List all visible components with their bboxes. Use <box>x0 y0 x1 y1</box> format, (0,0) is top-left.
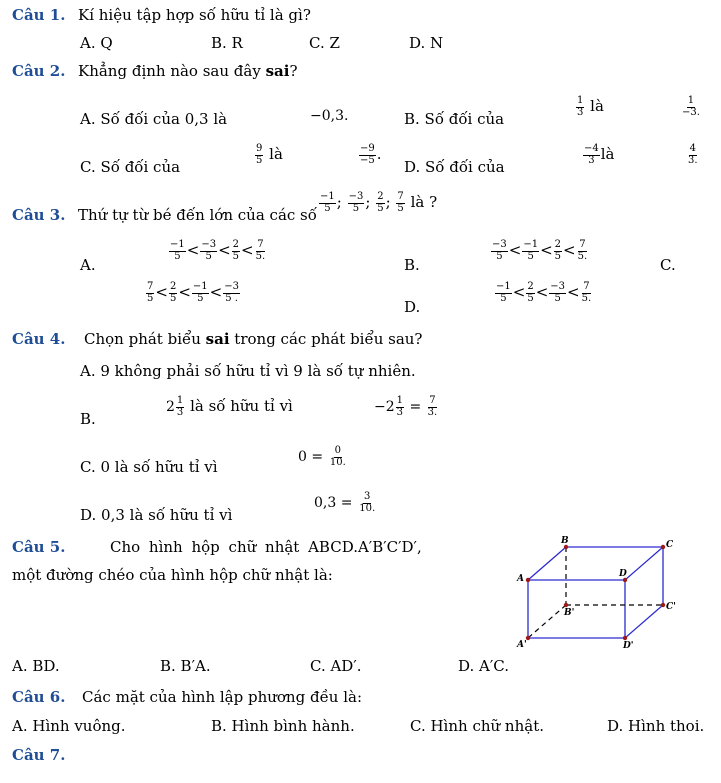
q4-option-d-equation: 0,3 = $\frac{3}{10.}$ <box>314 491 376 514</box>
q3-option-b-label: B. <box>404 256 420 274</box>
q5-label: Câu 5. <box>12 538 66 556</box>
vertex-Dp-label: D' <box>623 641 634 650</box>
q4-option-c-equation: 0 = $\frac{0}{10.}$ <box>298 445 346 468</box>
q4-label: Câu 4. <box>12 330 66 348</box>
q5-option-c: C. AD′. <box>310 657 362 675</box>
q2-option-a-value: −0,3. <box>310 108 349 124</box>
q4-option-b-mixed: 2 $\frac{1}{3}$ là số hữu tỉ vì <box>166 395 293 418</box>
q5-option-a: A. BD. <box>12 657 60 675</box>
q5-option-b: B. B′A. <box>160 657 211 675</box>
rectangular-box-figure <box>508 535 688 650</box>
q6-option-d: D. Hình thoi. <box>607 717 705 735</box>
q3-option-d-label: D. <box>404 298 421 316</box>
q5-option-d: D. A′C. <box>458 657 509 675</box>
q4-option-b-label: B. <box>80 410 96 428</box>
q2-option-d: D. Số đối của <box>404 158 505 176</box>
q4-option-d: D. 0,3 là số hữu tỉ vì <box>80 506 233 524</box>
vertex-Bp-label: B' <box>564 608 575 618</box>
q2-option-c: C. Số đối của <box>80 158 181 176</box>
q3-option-a-label: A. <box>80 256 96 274</box>
q2-option-c-answer: $\frac{-9}{-5}$ . <box>360 143 382 166</box>
q1-text: Kí hiệu tập hợp số hữu tỉ là gì? <box>78 6 311 24</box>
q3-option-c-expr: $\frac{7}{5}$ < $\frac{2}{5}$ < $\frac{-1}{5}$ < $\frac{-3}{5 .}$ <box>147 281 239 304</box>
q4-option-c: C. 0 là số hữu tỉ vì <box>80 458 218 476</box>
q1-option-a: A. Q <box>80 34 113 52</box>
q3-numbers: $\frac{-1}{5}$ ; $\frac{-3}{5}$ ; $\frac{2}{5}$ ; $\frac{7}{5}$ là ? <box>320 191 438 214</box>
q4-text: Chọn phát biểu sai trong các phát biểu sau? <box>84 330 423 348</box>
q2-label: Câu 2. <box>12 62 66 80</box>
q3-label: Câu 3. <box>12 206 66 224</box>
q6-option-a: A. Hình vuông. <box>12 717 126 735</box>
q3-option-a-expr: $\frac{-1}{5}$ < $\frac{-3}{5}$ < $\frac{2}{5}$ < $\frac{7}{5.}$ <box>170 239 266 262</box>
q2-option-d-answer: $\frac{4}{3.}$ <box>688 143 698 166</box>
q1-label: Câu 1. <box>12 6 66 24</box>
q4-option-b-equation: −2 $\frac{1}{3}$ = $\frac{7}{3.}$ <box>374 395 438 418</box>
q1-option-b: B. R <box>211 34 243 52</box>
q2-option-d-frac: $\frac{-4}{3}$ là <box>584 143 615 166</box>
q1-option-d: D. N <box>409 34 444 52</box>
q5-text-line1: Cho hình hộp chữ nhật ABCD.A′B′C′D′, <box>110 538 422 556</box>
q3-option-c-label: C. <box>660 256 676 274</box>
q3-option-d-expr: $\frac{-1}{5}$ < $\frac{2}{5}$ < $\frac{-3}{5}$ < $\frac{7}{5.}$ <box>496 281 592 304</box>
q2-option-b: B. Số đối của <box>404 110 505 128</box>
vertex-Cp-label: C' <box>666 602 676 612</box>
q6-text: Các mặt của hình lập phương đều là: <box>82 688 363 706</box>
q2-text: Khẳng định nào sau đây sai? <box>78 62 298 80</box>
q6-option-b: B. Hình bình hành. <box>211 717 355 735</box>
q2-option-b-frac: $\frac{1}{3}$ là <box>577 95 604 118</box>
q2-option-b-answer: $\frac{1}{-3.}$ <box>682 95 700 118</box>
q7-label: Câu 7. <box>12 746 66 764</box>
q6-option-c: C. Hình chữ nhật. <box>410 717 544 735</box>
q2-option-a: A. Số đối của 0,3 là <box>80 110 228 128</box>
vertex-D-label: D <box>619 569 627 579</box>
vertex-A-label: A <box>517 574 524 584</box>
vertex-B-label: B <box>561 536 569 546</box>
q2-option-c-frac: $\frac{9}{5}$ là <box>256 143 283 166</box>
q4-option-a: A. 9 không phải số hữu tỉ vì 9 là số tự nhiên. <box>80 362 416 380</box>
q5-text-line2: một đường chéo của hình hộp chữ nhật là: <box>12 566 333 584</box>
q1-option-c: C. Z <box>309 34 340 52</box>
q3-option-b-expr: $\frac{-3}{5}$ < $\frac{-1}{5}$ < $\frac{2}{5}$ < $\frac{7}{5.}$ <box>492 239 588 262</box>
vertex-C-label: C <box>666 540 674 550</box>
vertex-Ap-label: A' <box>517 640 527 650</box>
q3-text: Thứ tự từ bé đến lớn của các số <box>78 206 317 224</box>
q6-label: Câu 6. <box>12 688 66 706</box>
